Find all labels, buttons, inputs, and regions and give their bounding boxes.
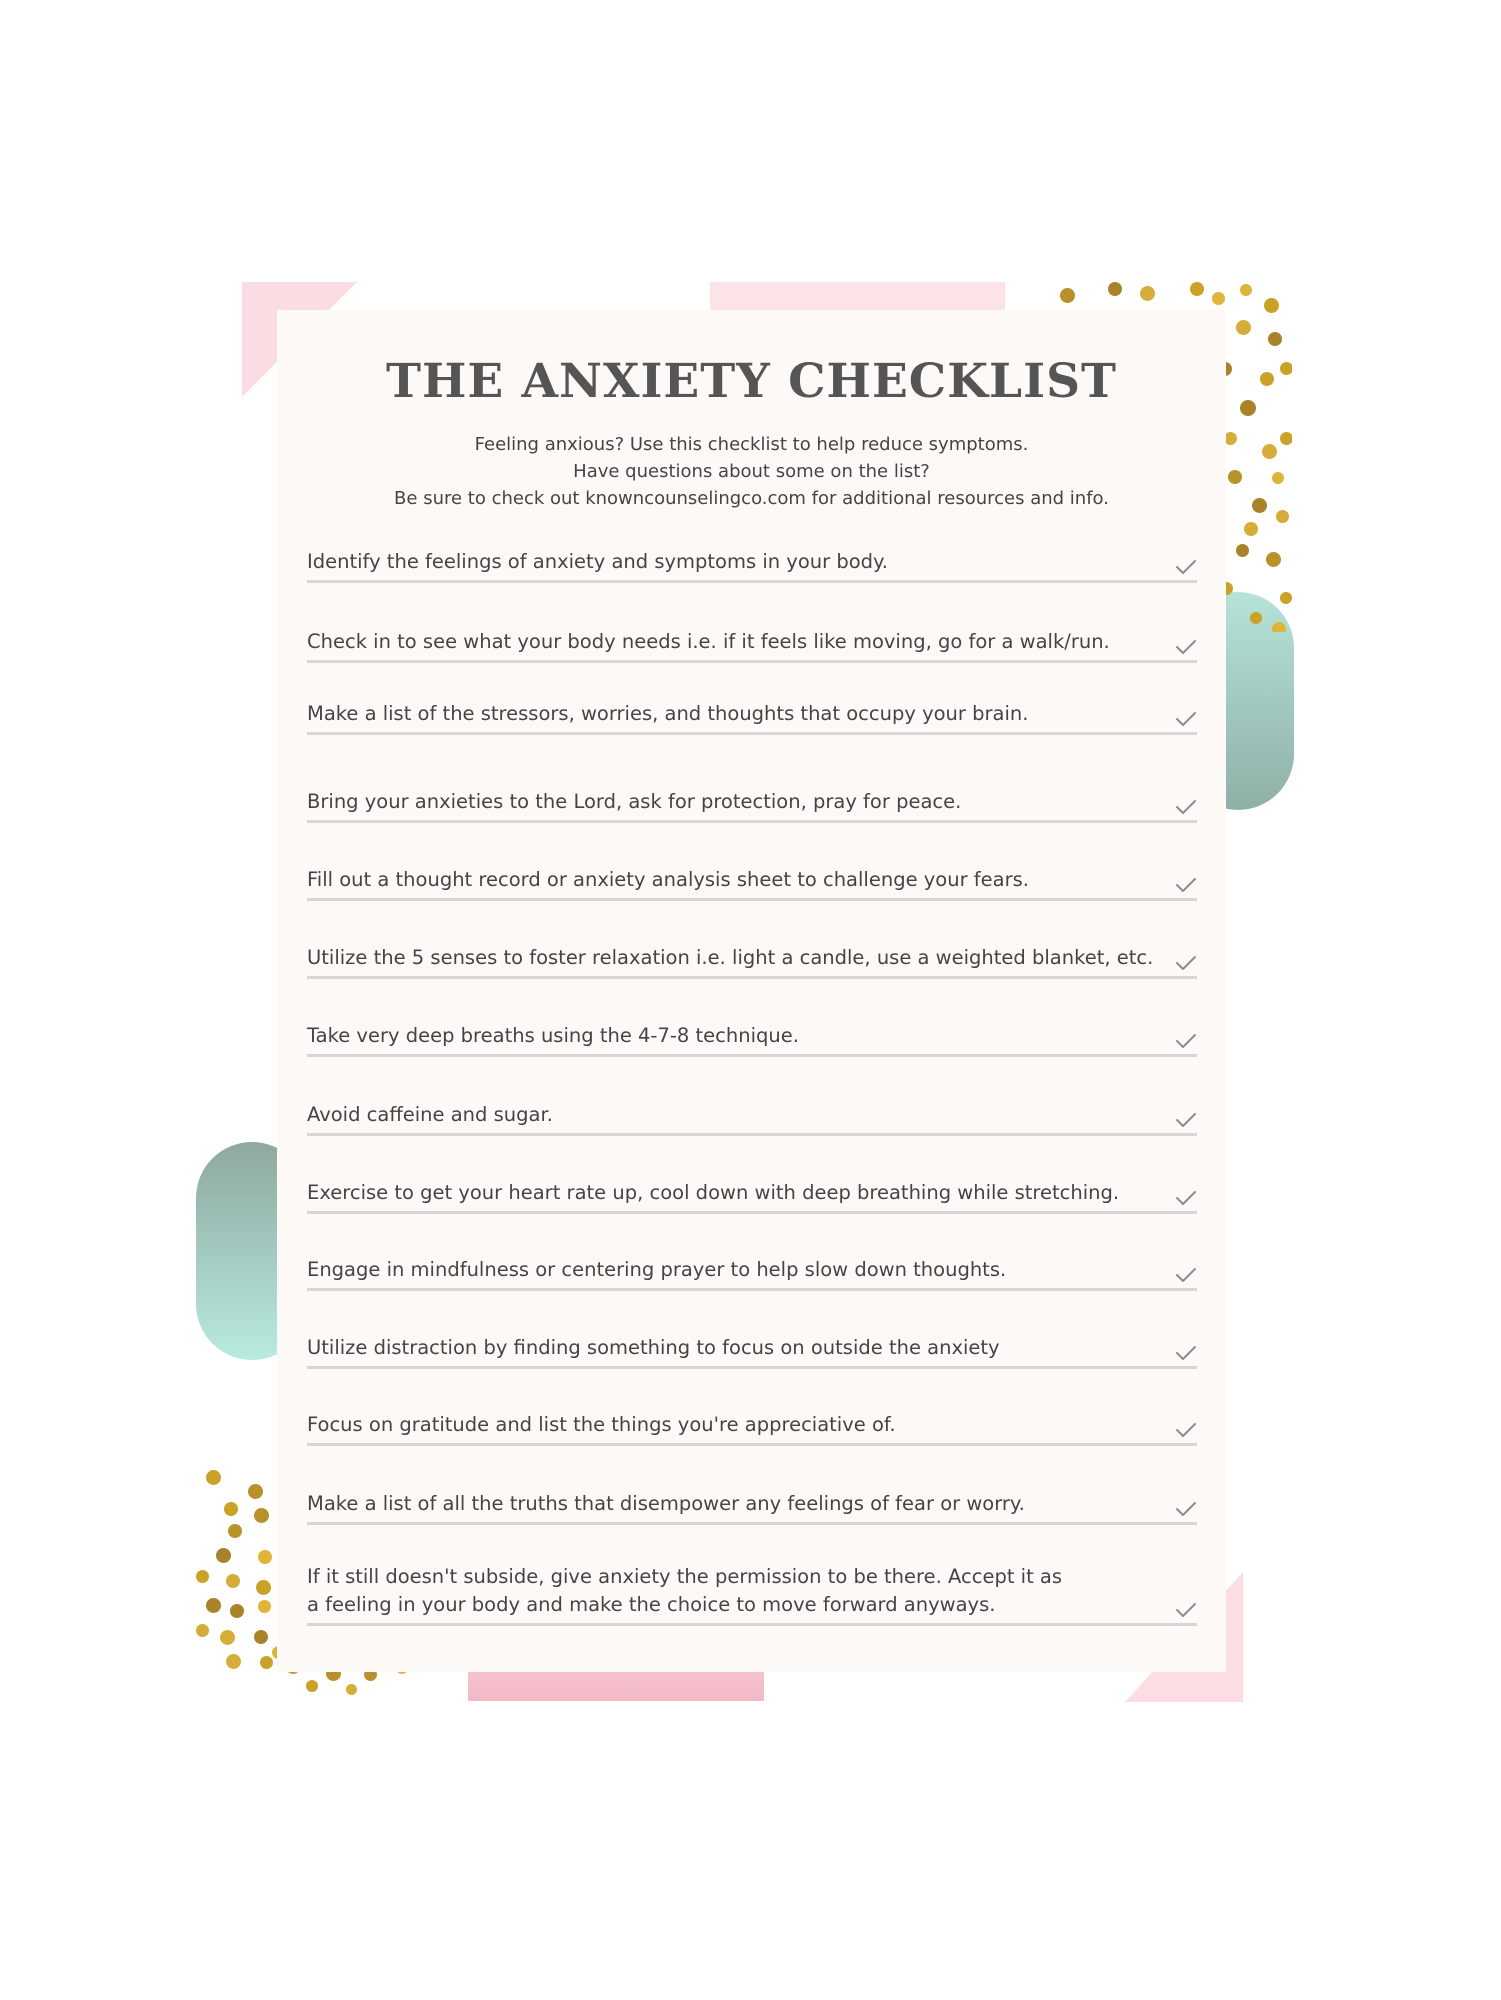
gold-dot: [1140, 286, 1155, 301]
gold-dot: [256, 1580, 271, 1595]
gold-dot: [1260, 372, 1274, 386]
gold-dot: [196, 1624, 209, 1637]
gold-dot: [1108, 282, 1122, 296]
checklist-item-text: Bring your anxieties to the Lord, ask for protection, pray for peace.: [307, 790, 962, 813]
gold-dot: [1276, 510, 1289, 523]
gold-dot: [196, 1570, 209, 1583]
gold-dot: [346, 1684, 357, 1695]
gold-dot: [226, 1654, 241, 1669]
gold-dot: [1280, 432, 1292, 445]
checklist-item-text: Fill out a thought record or anxiety analysis sheet to challenge your fears.: [307, 868, 1029, 891]
gold-dot: [216, 1548, 231, 1563]
gold-dot: [206, 1470, 221, 1485]
gold-dot: [1212, 292, 1225, 305]
gold-dot: [1244, 522, 1258, 536]
checklist-item-text: Utilize distraction by finding something to focus on outside the anxiety: [307, 1336, 1000, 1359]
checklist-item-text: Check in to see what your body needs i.e. if it feels like moving, go for a walk/run.: [307, 630, 1110, 653]
intro-line: Feeling anxious? Use this checklist to help reduce symptoms.: [474, 434, 1029, 455]
gold-dot: [228, 1524, 242, 1538]
checklist-item: [307, 1256, 1197, 1291]
gold-dot: [1236, 320, 1251, 335]
gold-dot: [1264, 298, 1279, 313]
checklist-item: [307, 1411, 1197, 1446]
checklist-card: [277, 310, 1226, 1672]
checkmark-icon: [1175, 798, 1197, 816]
checklist-item: [307, 1563, 1197, 1626]
checklist-item-text: Utilize the 5 senses to foster relaxation i.e. light a candle, use a weighted blanket, etc.: [307, 946, 1154, 969]
checkmark-icon: [1175, 1344, 1197, 1362]
checkmark-icon: [1175, 558, 1197, 576]
checklist-item-text: Take very deep breaths using the 4-7-8 technique.: [307, 1024, 799, 1047]
checkmark-icon: [1175, 710, 1197, 728]
gold-dot: [206, 1598, 221, 1613]
checklist-item-text: Engage in mindfulness or centering prayer to help slow down thoughts.: [307, 1258, 1007, 1281]
checklist-item-text: Focus on gratitude and list the things you're appreciative of.: [307, 1413, 896, 1436]
intro-line: Be sure to check out knowncounselingco.com for additional resources and info.: [394, 488, 1109, 509]
gold-dot: [260, 1656, 273, 1669]
checkmark-icon: [1175, 1266, 1197, 1284]
checklist-item: [307, 1179, 1197, 1214]
gold-dot: [1280, 592, 1292, 604]
checklist-item: [307, 1101, 1197, 1136]
intro-text: [277, 431, 1226, 512]
gold-dot: [1266, 552, 1281, 567]
intro-line: Have questions about some on the list?: [573, 461, 930, 482]
gold-dot: [1252, 498, 1267, 513]
checkmark-icon: [1175, 876, 1197, 894]
checklist-item: [307, 700, 1197, 735]
gold-dot: [1250, 612, 1262, 624]
gold-dot: [306, 1680, 318, 1692]
gold-dot: [230, 1604, 244, 1618]
checkmark-icon: [1175, 1421, 1197, 1439]
checklist-item: [307, 866, 1197, 901]
checklist-item: [307, 788, 1197, 823]
checkmark-icon: [1175, 1032, 1197, 1050]
checkmark-icon: [1175, 638, 1197, 656]
gold-dot: [1190, 282, 1204, 296]
gold-dot: [1262, 444, 1277, 459]
page-title: THE ANXIETY CHECKLIST: [385, 354, 1117, 409]
checkmark-icon: [1175, 954, 1197, 972]
gold-dot: [224, 1502, 238, 1516]
gold-dot: [1228, 470, 1242, 484]
checklist-item: [307, 628, 1197, 663]
checkmark-icon: [1175, 1189, 1197, 1207]
gold-dot: [226, 1574, 240, 1588]
gold-dot: [1240, 284, 1252, 296]
gold-dot: [254, 1508, 269, 1523]
gold-dot: [1240, 400, 1256, 416]
gold-dot: [1060, 288, 1075, 303]
checklist-item: [307, 1490, 1197, 1525]
checkmark-icon: [1175, 1500, 1197, 1518]
gold-dot: [1280, 362, 1292, 375]
gold-dot: [220, 1630, 235, 1645]
checklist-item: [307, 1022, 1197, 1057]
checkmark-icon: [1175, 1601, 1197, 1619]
gold-dot: [1236, 544, 1249, 557]
gold-dot: [258, 1550, 272, 1564]
checklist-item-text: Identify the feelings of anxiety and symptoms in your body.: [307, 550, 888, 573]
checklist-item-text: Make a list of all the truths that disempower any feelings of fear or worry.: [307, 1492, 1025, 1515]
gold-dot: [1272, 472, 1284, 484]
checklist-item-text: Avoid caffeine and sugar.: [307, 1103, 553, 1126]
checklist-item: [307, 548, 1197, 583]
gold-dot: [1268, 332, 1282, 346]
checklist-item: [307, 1334, 1197, 1369]
checklist-item-text: Exercise to get your heart rate up, cool down with deep breathing while stretching.: [307, 1181, 1120, 1204]
checklist-item-text: If it still doesn't subside, give anxiety the permission to be there. Accept it as a feeling in your body and make the choice to move forward anyways.: [307, 1565, 1063, 1616]
checklist-item-text: Make a list of the stressors, worries, and thoughts that occupy your brain.: [307, 702, 1029, 725]
gold-dot: [254, 1630, 268, 1644]
checklist-item: [307, 944, 1197, 979]
checkmark-icon: [1175, 1111, 1197, 1129]
gold-dot: [248, 1484, 263, 1499]
gold-dot: [258, 1600, 271, 1613]
gold-dot: [1272, 622, 1286, 632]
